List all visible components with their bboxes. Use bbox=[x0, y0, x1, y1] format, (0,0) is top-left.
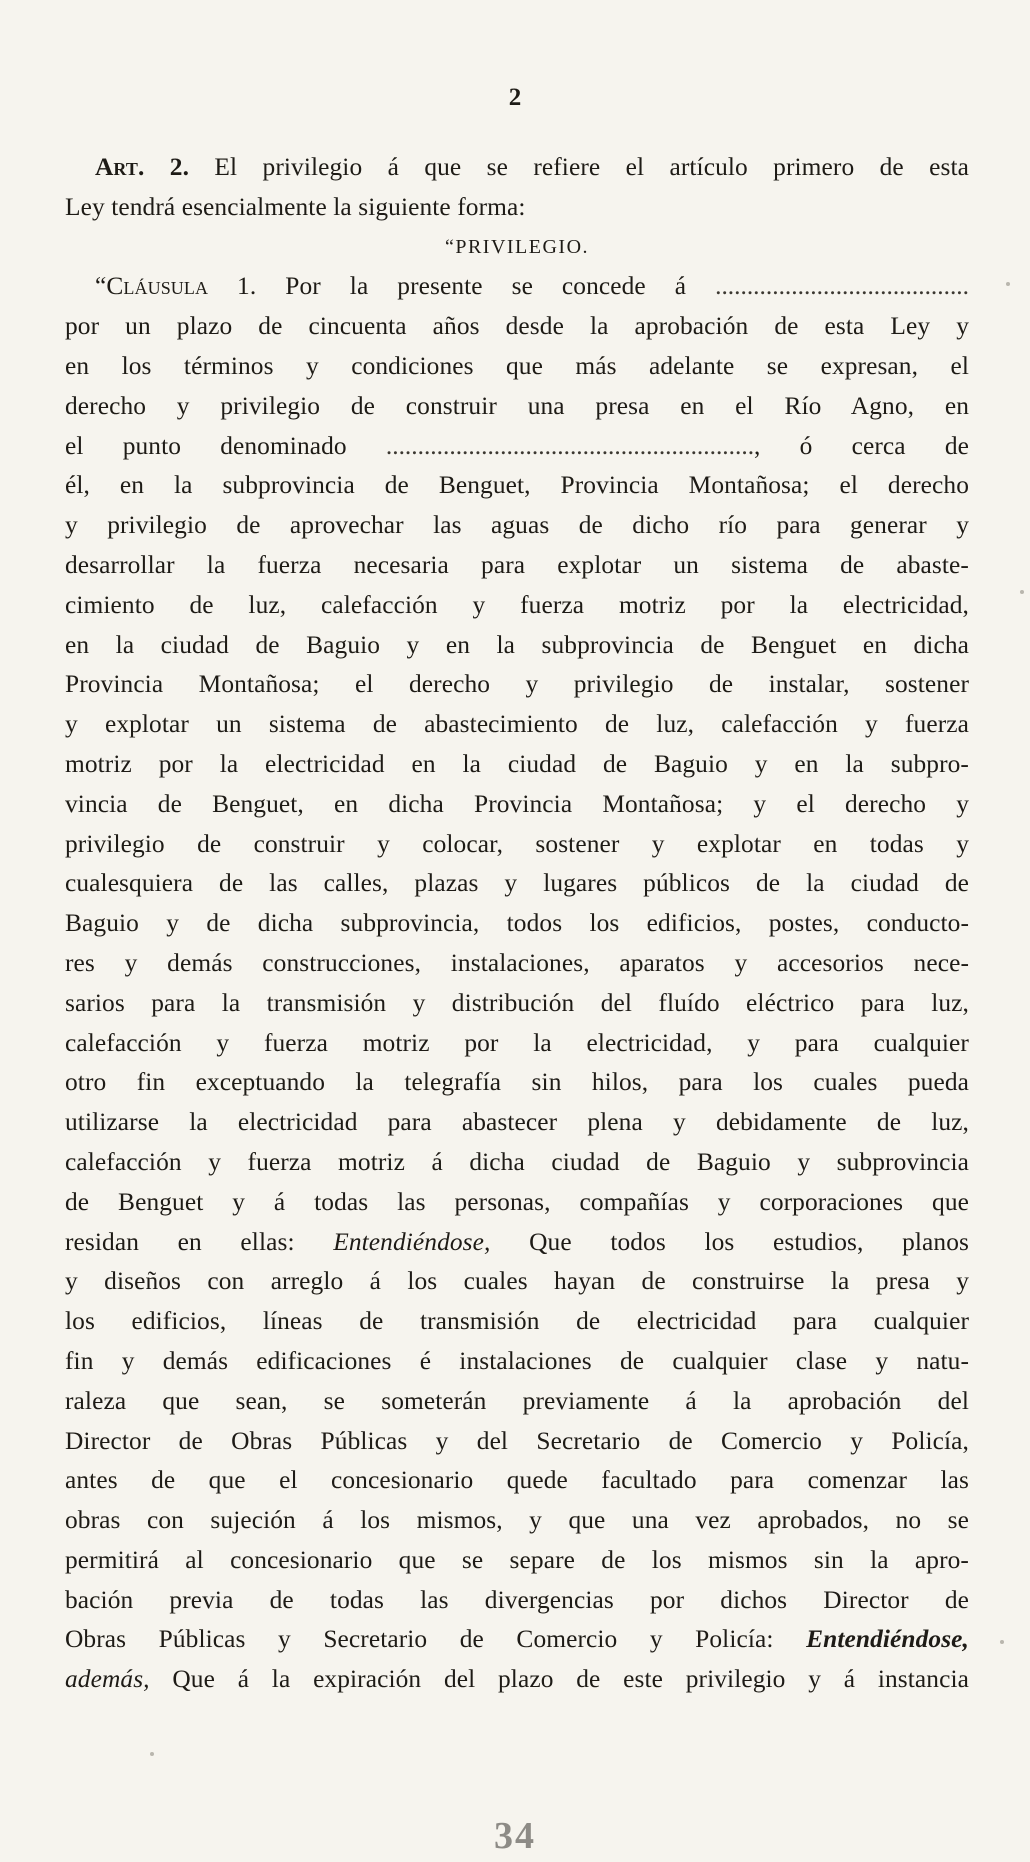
text-run: sarios para la transmisión y distribución del fluído eléctrico para luz, bbox=[65, 988, 969, 1017]
text-run: y diseños con arreglo á los cuales hayan de construirse la presa y bbox=[65, 1267, 969, 1296]
text-line bbox=[65, 1342, 969, 1382]
text-line bbox=[65, 228, 969, 268]
text-run: Que todos los estudios, planos bbox=[490, 1227, 969, 1256]
text-run: además, bbox=[65, 1665, 150, 1694]
text-run: bación previa de todas las divergencias por dichos Director de bbox=[65, 1585, 969, 1614]
blank-fill-line: ........................................ bbox=[715, 272, 969, 301]
text-run: Entendiéndose, bbox=[333, 1227, 491, 1256]
text-run: antes de que el concesionario quede facultado para comenzar las bbox=[65, 1466, 969, 1495]
text-line bbox=[65, 1461, 969, 1501]
text-run: en la ciudad de Baguio y en la subprovincia de Benguet en dicha bbox=[65, 630, 969, 659]
text-run: res y demás construcciones, instalaciones, aparatos y accesorios nece- bbox=[65, 948, 969, 977]
text-run: cualesquiera de las calles, plazas y lugares públicos de la ciudad de bbox=[65, 869, 969, 898]
text-line bbox=[65, 705, 969, 745]
text-line bbox=[65, 267, 969, 307]
text-run: calefacción y fuerza motriz por la electricidad, y para cualquier bbox=[65, 1028, 969, 1057]
text-line bbox=[65, 387, 969, 427]
text-line bbox=[65, 1382, 969, 1422]
text-run: Entendiéndose, bbox=[806, 1625, 969, 1654]
text-run: Que á la expiración del plazo de este privilegio y á instancia bbox=[149, 1665, 969, 1694]
text-line bbox=[65, 1302, 969, 1342]
text-run: desarrollar la fuerza necesaria para explotar un sistema de abaste- bbox=[65, 550, 969, 579]
text-run: por un plazo de cincuenta años desde la aprobación de esta Ley y bbox=[65, 312, 969, 341]
text-line bbox=[65, 864, 969, 904]
text-line bbox=[65, 1143, 969, 1183]
text-line bbox=[65, 1581, 969, 1621]
text-line bbox=[65, 506, 969, 546]
text-run: raleza que sean, se someterán previamente á la aprobación del bbox=[65, 1386, 969, 1415]
text-run: Provincia Montañosa; el derecho y privilegio de instalar, sostener bbox=[65, 670, 969, 699]
text-run: derecho y privilegio de construir una presa en el Río Agno, en bbox=[65, 391, 969, 420]
text-run: “PRIVILEGIO. bbox=[444, 235, 590, 258]
text-line bbox=[65, 427, 969, 467]
text-run: , ó cerca de bbox=[754, 431, 969, 460]
blank-fill-line: .......................................................... bbox=[385, 431, 755, 460]
text-line bbox=[65, 825, 969, 865]
text-line bbox=[65, 148, 969, 188]
text-line bbox=[65, 1620, 969, 1660]
text-line bbox=[65, 1063, 969, 1103]
paper-speck bbox=[150, 1752, 154, 1756]
text-line bbox=[65, 904, 969, 944]
paper-speck bbox=[1020, 590, 1024, 594]
text-line bbox=[65, 1223, 969, 1263]
text-line bbox=[65, 307, 969, 347]
text-line bbox=[65, 1660, 969, 1700]
text-run: vincia de Benguet, en dicha Provincia Montañosa; y el derecho y bbox=[65, 789, 969, 818]
text-run: utilizarse la electricidad para abastecer plena y debidamente de luz, bbox=[65, 1108, 969, 1137]
text-run: Obras Públicas y Secretario de Comercio y Policía: bbox=[65, 1625, 807, 1654]
text-run: Director de Obras Públicas y del Secretario de Comercio y Policía, bbox=[65, 1426, 969, 1455]
text-run: “Cláusula 1. bbox=[95, 272, 257, 301]
text-run: los edificios, líneas de transmisión de electricidad para cualquier bbox=[65, 1307, 969, 1336]
text-run: privilegio de construir y colocar, sostener y explotar en todas y bbox=[65, 829, 969, 858]
text-line bbox=[65, 984, 969, 1024]
text-run: fin y demás edificaciones é instalaciones de cualquier clase y natu- bbox=[65, 1346, 969, 1375]
text-line bbox=[65, 1541, 969, 1581]
text-run: El privilegio á que se refiere el artículo primero de esta bbox=[189, 153, 969, 181]
text-run: Art. 2. bbox=[95, 153, 190, 181]
text-run: y privilegio de aprovechar las aguas de dicho río para generar y bbox=[65, 511, 969, 540]
text-run: Baguio y de dicha subprovincia, todos los edificios, postes, conducto- bbox=[65, 909, 969, 938]
text-run: en los términos y condiciones que más adelante se expresan, el bbox=[65, 351, 969, 380]
text-line bbox=[65, 745, 969, 785]
text-run: y explotar un sistema de abastecimiento de luz, calefacción y fuerza bbox=[65, 710, 969, 739]
text-run: Ley tendrá esencialmente la siguiente forma: bbox=[65, 192, 526, 221]
text-run: cimiento de luz, calefacción y fuerza motriz por la electricidad, bbox=[65, 590, 969, 619]
text-line bbox=[65, 1183, 969, 1223]
text-run: él, en la subprovincia de Benguet, Provincia Montañosa; el derecho bbox=[65, 471, 969, 500]
text-run: calefacción y fuerza motriz á dicha ciudad de Baguio y subprovincia bbox=[65, 1147, 969, 1176]
text-run: obras con sujeción á los mismos, y que una vez aprobados, no se bbox=[65, 1506, 969, 1535]
paper-speck bbox=[1006, 282, 1010, 286]
text-line bbox=[65, 944, 969, 984]
text-run: Por la presente se concede á bbox=[256, 272, 716, 301]
footer-stamp: 34 bbox=[494, 1815, 536, 1857]
text-line bbox=[65, 626, 969, 666]
text-line bbox=[65, 586, 969, 626]
text-line bbox=[65, 1501, 969, 1541]
text-line bbox=[65, 1262, 969, 1302]
paper-speck bbox=[1000, 1640, 1004, 1644]
text-run: permitirá al concesionario que se separe de los mismos sin la apro- bbox=[65, 1545, 969, 1574]
text-line bbox=[65, 347, 969, 387]
text-line bbox=[65, 546, 969, 586]
text-run: residan en ellas: bbox=[65, 1227, 334, 1256]
text-line bbox=[65, 1422, 969, 1462]
text-line bbox=[65, 785, 969, 825]
text-line bbox=[65, 466, 969, 506]
text-run: otro fin exceptuando la telegrafía sin hilos, para los cuales pueda bbox=[65, 1068, 969, 1097]
text-line bbox=[65, 1103, 969, 1143]
text-run: el punto denominado bbox=[65, 431, 386, 460]
text-run: motriz por la electricidad en la ciudad de Baguio y en la subpro- bbox=[65, 749, 969, 778]
text-line bbox=[65, 188, 969, 228]
body-text bbox=[65, 148, 969, 1700]
page-number: 2 bbox=[508, 84, 522, 111]
text-line bbox=[65, 1024, 969, 1064]
text-run: de Benguet y á todas las personas, compañías y corporaciones que bbox=[65, 1187, 969, 1216]
text-line bbox=[65, 665, 969, 705]
